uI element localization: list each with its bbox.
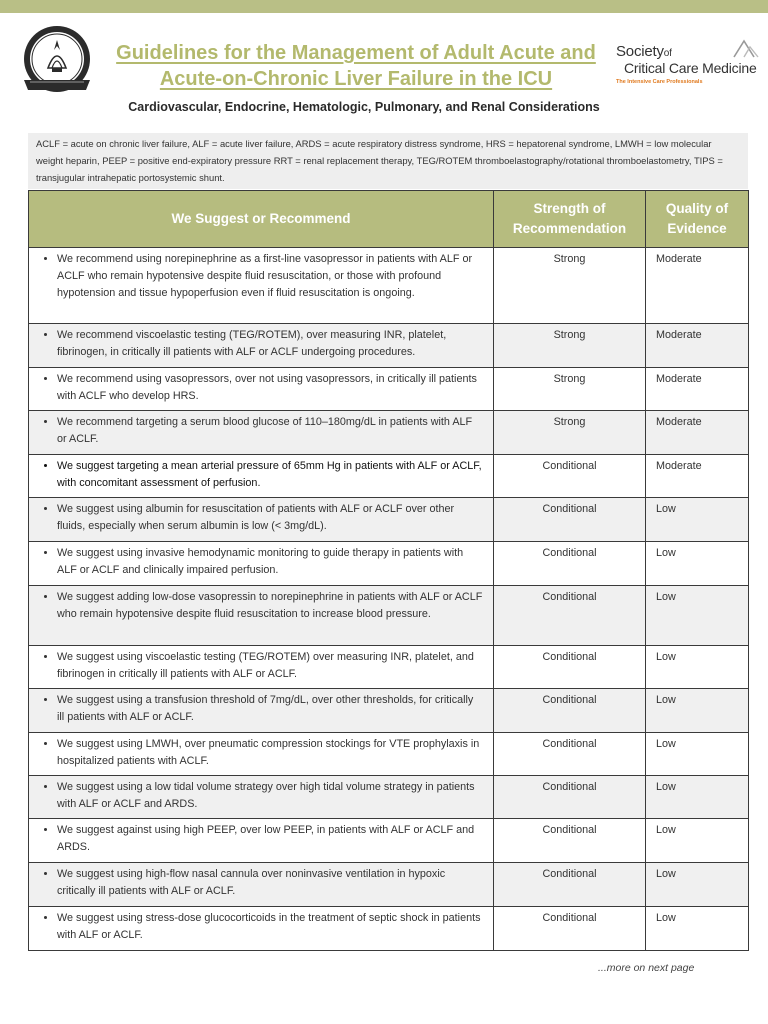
- table-row: [29, 907, 749, 951]
- quality-cell: Moderate: [646, 324, 749, 368]
- logo-of: of: [663, 48, 672, 59]
- abbreviations-box: ACLF = acute on chronic liver failure, ALF = acute liver failure, ARDS = acute respiratory distress syndrome, HRS = hepatorenal syndrome, LMWH = low molecular weight heparin, PEEP = positive end-expiratory pressure RRT = renal replacement therapy, TEG/ROTEM thromboelastography/rotational thromboelastometry, TIPS = transjugular intrahepatic portosystemic shunt.: [28, 133, 748, 189]
- strength-cell: Conditional: [494, 498, 646, 542]
- table-row: [29, 586, 749, 646]
- table-row: [29, 542, 749, 586]
- more-on-next-page: ...more on next page: [598, 962, 695, 974]
- table-row: [29, 819, 749, 863]
- recommendation-text: • We recommend viscoelastic testing (TEG/ROTEM), over measuring INR, platelet, fibrinogen, in critically ill patients with ALF or ACLF undergoing procedures.: [57, 327, 483, 361]
- table-row: [29, 863, 749, 907]
- recommendation-text: • We suggest using high-flow nasal cannula over noninvasive ventilation in hypoxic critically ill patients with ALF or ACLF.: [57, 866, 483, 900]
- table-header-row: [29, 191, 749, 248]
- recommendation-text: • We suggest using LMWH, over pneumatic compression stockings for VTE prophylaxis in hospitalized patients with ACLF.: [57, 736, 483, 770]
- recommendation-text: • We suggest using invasive hemodynamic monitoring to guide therapy in patients with ALF or ACLF and clinically impaired perfusion.: [57, 545, 483, 579]
- quality-cell: Low: [646, 586, 749, 646]
- table-row: [29, 776, 749, 819]
- table-row: [29, 689, 749, 733]
- accm-seal-logo: [16, 24, 98, 96]
- strength-cell: Strong: [494, 324, 646, 368]
- quality-cell: Low: [646, 863, 749, 907]
- table-row: [29, 248, 749, 324]
- strength-cell: Conditional: [494, 586, 646, 646]
- logo-society: Society: [616, 43, 664, 60]
- strength-cell: Strong: [494, 248, 646, 324]
- quality-cell: Low: [646, 776, 749, 819]
- strength-cell: Conditional: [494, 776, 646, 819]
- quality-cell: Low: [646, 907, 749, 951]
- strength-cell: Conditional: [494, 646, 646, 689]
- strength-cell: Conditional: [494, 907, 646, 951]
- sccm-logo: [616, 38, 766, 88]
- quality-cell: Low: [646, 498, 749, 542]
- quality-cell: Low: [646, 646, 749, 689]
- table-row: [29, 411, 749, 455]
- recommendation-text: • We recommend using norepinephrine as a first-line vasopressor in patients with ALF or ACLF who remain hypotensive despite fluid resuscitation, or those with profound hypotension and tissue hypoperfusion even if fluid resuscitation is ongoing.: [57, 251, 483, 302]
- quality-cell: Low: [646, 819, 749, 863]
- strength-cell: Conditional: [494, 455, 646, 498]
- logo-name: Critical Care Medicine: [624, 60, 757, 76]
- header-quality: Quality of Evidence: [646, 191, 749, 248]
- strength-cell: Conditional: [494, 863, 646, 907]
- recommendation-text: • We suggest adding low-dose vasopressin to norepinephrine in patients with ALF or ACLF who remain hypotensive despite fluid resuscitation to increase blood pressure.: [57, 589, 483, 623]
- strength-cell: Conditional: [494, 819, 646, 863]
- quality-cell: Low: [646, 689, 749, 733]
- recommendation-text: • We suggest using viscoelastic testing (TEG/ROTEM) over measuring INR, platelet, and fibrinogen in critically ill patients with ALF or ACLF.: [57, 649, 483, 683]
- quality-cell: Moderate: [646, 368, 749, 411]
- recommendation-text: • We suggest against using high PEEP, over low PEEP, in patients with ALF or ACLF and ARDS.: [57, 822, 483, 856]
- recommendation-text: • We suggest using albumin for resuscitation of patients with ALF or ACLF over other fluids, especially when serum albumin is low (< 3mg/dL).: [57, 501, 483, 535]
- strength-cell: Strong: [494, 411, 646, 455]
- recommendation-text: • We suggest using a low tidal volume strategy over high tidal volume strategy in patients with ALF or ACLF and ARDS.: [57, 779, 483, 813]
- logo-tagline: The Intensive Care Professionals: [616, 79, 703, 85]
- recommendation-text: • We suggest using stress-dose glucocorticoids in the treatment of septic shock in patients with ALF or ACLF.: [57, 910, 483, 944]
- quality-cell: Moderate: [646, 411, 749, 455]
- quality-cell: Low: [646, 733, 749, 776]
- table-row: [29, 368, 749, 411]
- table-row: [29, 733, 749, 776]
- quality-cell: Moderate: [646, 455, 749, 498]
- quality-cell: Moderate: [646, 248, 749, 324]
- header-recommend: We Suggest or Recommend: [29, 191, 494, 248]
- top-accent-bar: [0, 0, 768, 13]
- recommendation-text: • We recommend targeting a serum blood glucose of 110–180mg/dL in patients with ALF or ACLF.: [57, 414, 483, 448]
- table-row: [29, 455, 749, 498]
- header-strength: Strength of Recommendation: [494, 191, 646, 248]
- recommendation-text: • We recommend using vasopressors, over not using vasopressors, in critically ill patients with ACLF who develop HRS.: [57, 371, 483, 405]
- title-line-1: Guidelines for the Management of Adult Acute and: [116, 42, 596, 64]
- title-line-2: Acute-on-Chronic Liver Failure in the ICU: [159, 68, 553, 90]
- strength-cell: Conditional: [494, 542, 646, 586]
- strength-cell: Strong: [494, 368, 646, 411]
- strength-cell: Conditional: [494, 733, 646, 776]
- page-title: [110, 40, 602, 92]
- recommendations-table: [28, 190, 749, 951]
- recommendation-text: • We suggest using a transfusion threshold of 7mg/dL, over other thresholds, for critically ill patients with ALF or ACLF.: [57, 692, 483, 726]
- sccm-mountain-icon: [732, 38, 760, 58]
- table-row: [29, 498, 749, 542]
- table-row: [29, 324, 749, 368]
- page-subtitle: Cardiovascular, Endocrine, Hematologic, Pulmonary, and Renal Considerations: [128, 100, 600, 114]
- strength-cell: Conditional: [494, 689, 646, 733]
- table-row: [29, 646, 749, 689]
- quality-cell: Low: [646, 542, 749, 586]
- recommendation-text: • We suggest targeting a mean arterial pressure of 65mm Hg in patients with ALF or ACLF, with concomitant assessment of perfusion.: [57, 458, 483, 492]
